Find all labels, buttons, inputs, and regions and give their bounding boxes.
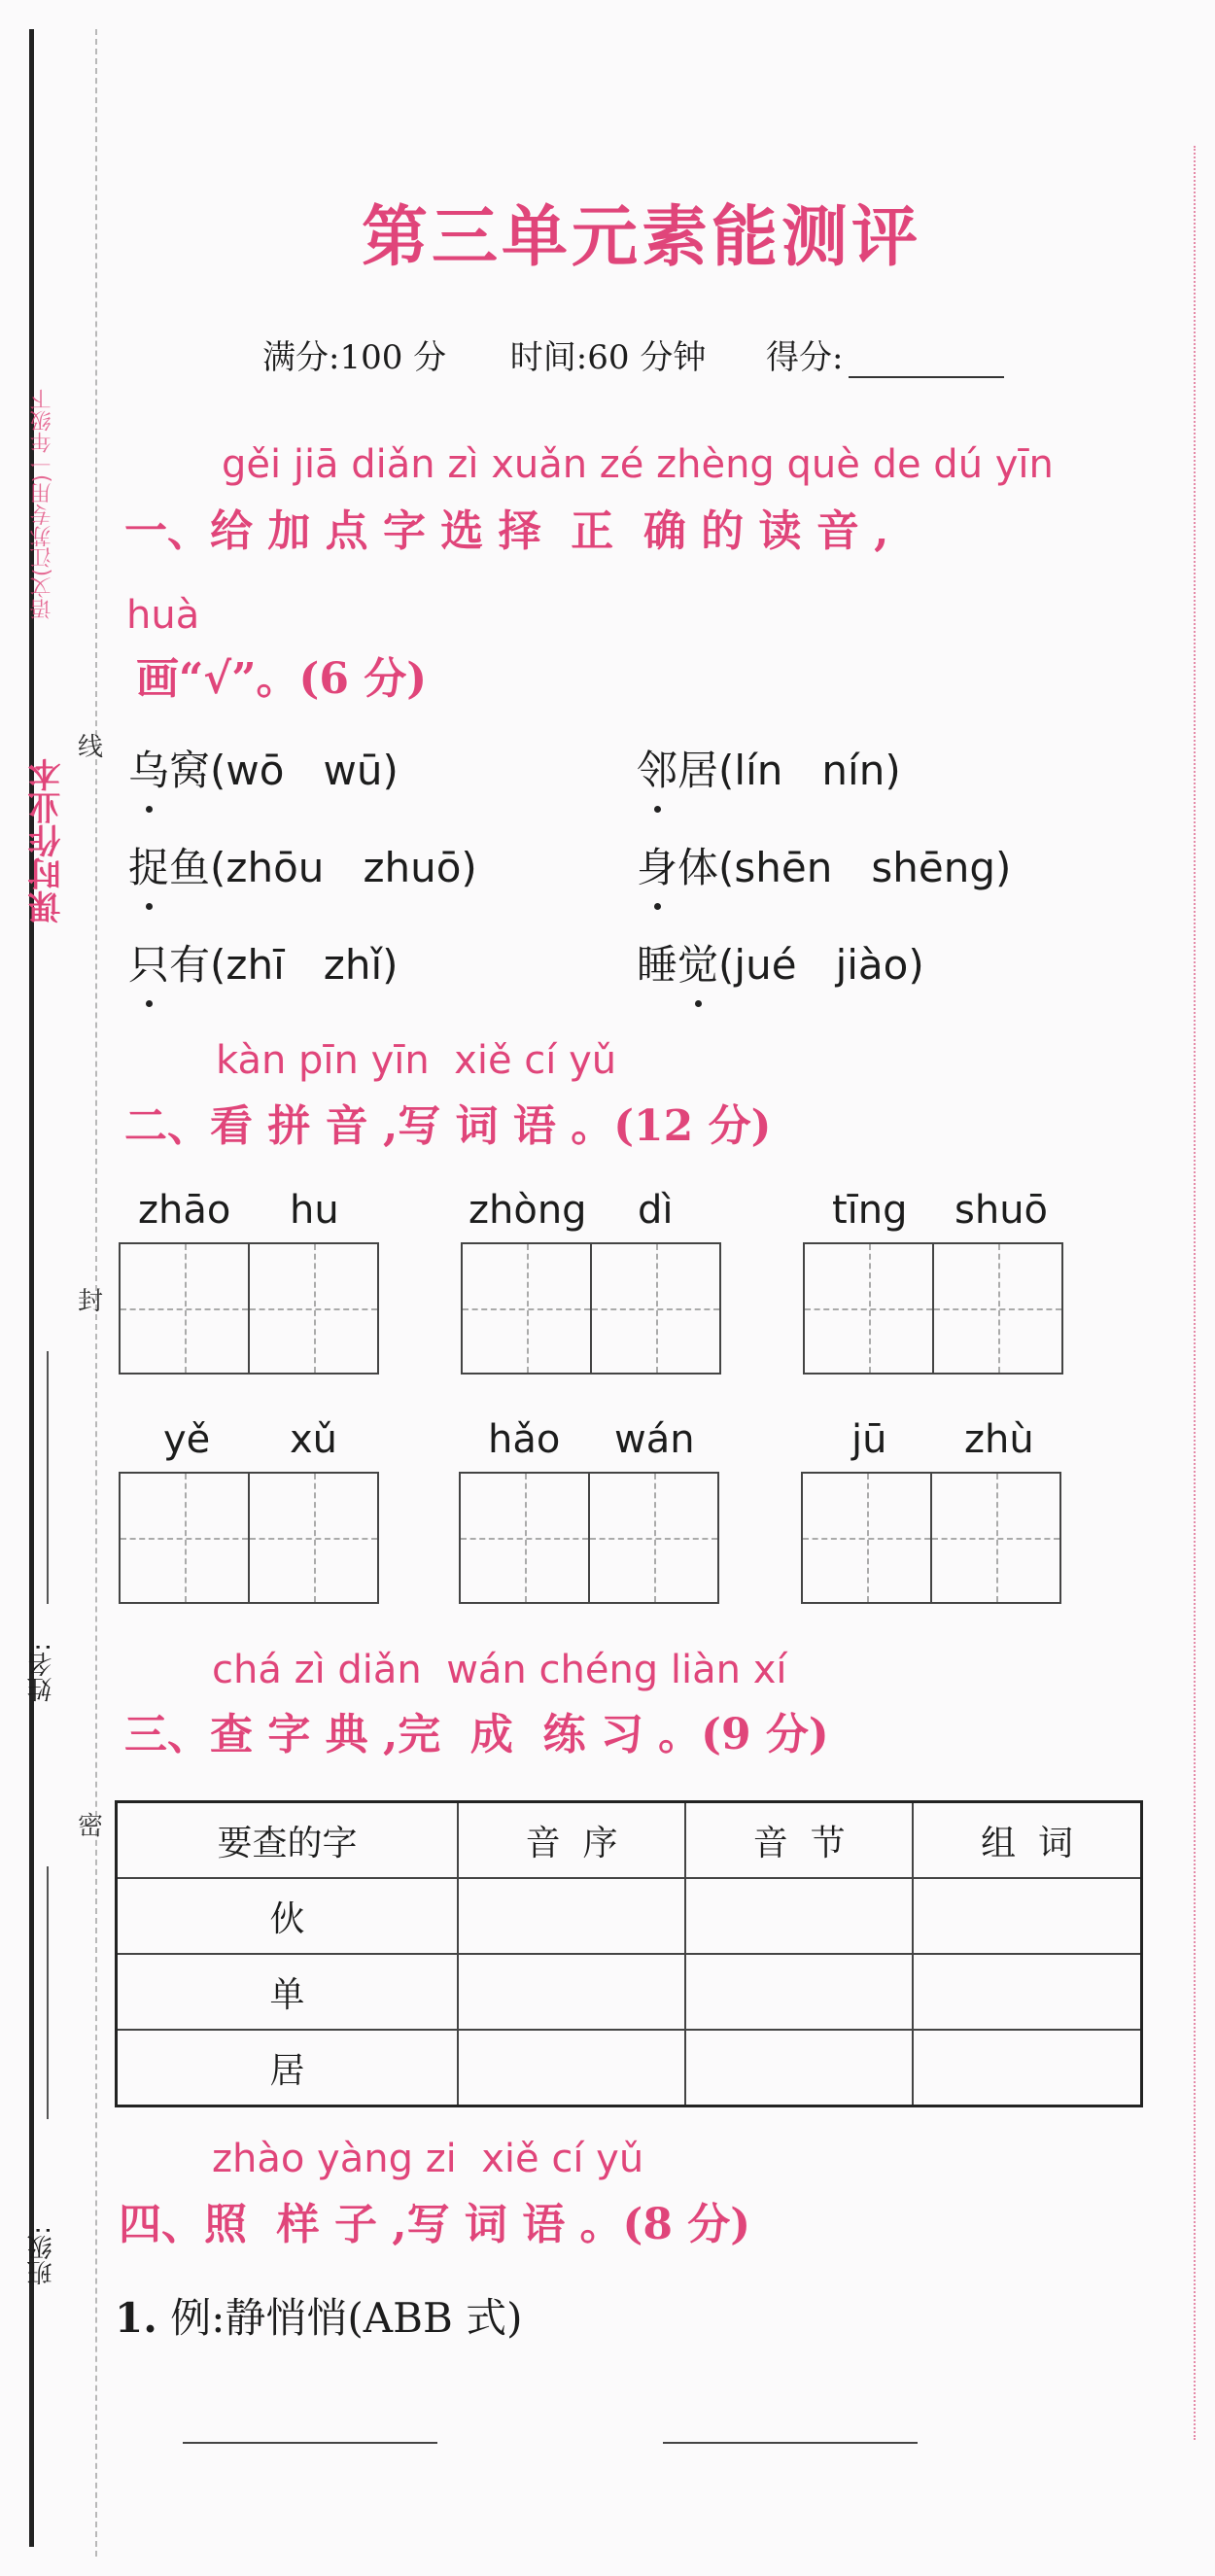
option-item: 乌窝(wō wū) xyxy=(128,739,399,797)
option-item: 睡觉(jué jiào) xyxy=(637,933,924,992)
query-char: 居 xyxy=(117,2030,459,2106)
class-field-label: 班级: xyxy=(27,2226,56,2285)
query-char: 伙 xyxy=(117,1878,459,1954)
question-1 xyxy=(115,2286,523,2345)
seal-label-secret: 密 xyxy=(78,1812,104,1841)
word-pinyin: xǔ xyxy=(290,1417,338,1462)
word-pinyin: tīng xyxy=(832,1188,908,1233)
word-pinyin: zhāo xyxy=(138,1188,231,1233)
table-header: 音 序 xyxy=(458,1802,685,1879)
word-pinyin: yě xyxy=(163,1417,211,1462)
answer-blank[interactable] xyxy=(663,2442,918,2444)
question-example: 例:静悄悄(ABB 式) xyxy=(170,2294,523,2342)
pinyin-choices[interactable]: (zhōu zhuō) xyxy=(210,844,477,891)
pinyin-choices[interactable]: (shēn shēng) xyxy=(718,844,1012,891)
word-pinyin: zhòng xyxy=(469,1188,587,1233)
time-limit: 时间:60 分钟 xyxy=(509,338,707,377)
pinyin-choices[interactable]: (wō wū) xyxy=(210,747,399,794)
table-header: 要查的字 xyxy=(117,1802,459,1879)
series-subtitle: 语文(江苏专用)一年级下 xyxy=(30,389,54,620)
answer-cell[interactable] xyxy=(458,1878,685,1954)
word-pinyin: zhù xyxy=(964,1417,1034,1462)
dotted-char: 身 xyxy=(637,836,677,894)
section2-heading: 二、看 拼 音 ,写 词 语 。(12 分) xyxy=(124,1101,772,1151)
option-item: 捉鱼(zhōu zhuō) xyxy=(128,836,477,894)
full-score: 满分:100 分 xyxy=(262,338,447,377)
dotted-char: 捉 xyxy=(128,836,169,894)
section4-heading: 四、照 样 子 ,写 词 语 。(8 分) xyxy=(119,2200,751,2249)
name-field-label: 姓名: xyxy=(27,1643,56,1702)
table-header: 音 节 xyxy=(685,1802,913,1879)
answer-cell[interactable] xyxy=(685,1878,913,1954)
exam-meta xyxy=(262,331,1004,378)
option-item: 邻居(lín nín) xyxy=(637,739,901,797)
name-field-blank[interactable] xyxy=(47,1351,49,1604)
question-number: 1. xyxy=(115,2294,157,2342)
table-header: 组 词 xyxy=(913,1802,1141,1879)
word-pinyin: wán xyxy=(614,1417,695,1462)
table-row xyxy=(117,2030,1142,2106)
score-blank[interactable] xyxy=(849,347,1004,378)
section4-pinyin: zhào yàng zi xiě cí yǔ xyxy=(212,2137,644,2181)
section3-pinyin: chá zì diǎn wán chéng liàn xí xyxy=(212,1648,787,1692)
score-label: 得分: xyxy=(765,338,844,377)
writing-grid[interactable] xyxy=(461,1242,721,1375)
answer-cell[interactable] xyxy=(913,1878,1141,1954)
word-pinyin: hǎo xyxy=(488,1417,561,1462)
table-row xyxy=(117,1878,1142,1954)
dotted-char: 邻 xyxy=(637,739,677,797)
answer-cell[interactable] xyxy=(913,2030,1141,2106)
word-pinyin: jū xyxy=(851,1417,887,1462)
writing-grid[interactable] xyxy=(119,1242,379,1375)
writing-grid[interactable] xyxy=(803,1242,1063,1375)
pinyin-choices[interactable]: (jué jiào) xyxy=(718,941,924,989)
answer-cell[interactable] xyxy=(685,2030,913,2106)
answer-cell[interactable] xyxy=(458,2030,685,2106)
answer-blank[interactable] xyxy=(183,2442,437,2444)
answer-cell[interactable] xyxy=(458,1954,685,2030)
section1-pinyin2: huà xyxy=(126,593,200,638)
table-header-row xyxy=(117,1802,1142,1879)
pinyin-choices[interactable]: (lín nín) xyxy=(718,747,901,794)
seal-label-seal: 封 xyxy=(78,1287,104,1316)
writing-grid[interactable] xyxy=(801,1472,1061,1604)
section1-heading: 一、给 加 点 字 选 择 正 确 的 读 音 , xyxy=(124,506,889,556)
word-pinyin: dì xyxy=(638,1188,674,1233)
dictionary-table xyxy=(115,1800,1143,2107)
option-item: 只有(zhī zhǐ) xyxy=(128,933,399,992)
series-logo: 课时作业本 xyxy=(28,758,67,923)
pinyin-choices[interactable]: (zhī zhǐ) xyxy=(210,941,399,989)
seal-label-line: 线 xyxy=(78,733,104,762)
section1-pinyin: gěi jiā diǎn zì xuǎn zé zhèng què de dú yīn xyxy=(222,442,1054,487)
word-pinyin: hu xyxy=(290,1188,339,1233)
section3-heading: 三、查 字 典 ,完 成 练 习 。(9 分) xyxy=(124,1710,829,1759)
writing-grid[interactable] xyxy=(459,1472,719,1604)
word-pinyin: shuō xyxy=(955,1188,1049,1233)
dotted-char: 觉 xyxy=(677,933,718,992)
table-row xyxy=(117,1954,1142,2030)
answer-cell[interactable] xyxy=(685,1954,913,2030)
dotted-char: 只 xyxy=(128,933,169,992)
class-field-blank[interactable] xyxy=(47,1866,49,2119)
dotted-char: 乌 xyxy=(128,739,169,797)
option-item: 身体(shēn shēng) xyxy=(637,836,1011,894)
query-char: 单 xyxy=(117,1954,459,2030)
answer-cell[interactable] xyxy=(913,1954,1141,2030)
section1-heading2: 画“√”。(6 分) xyxy=(136,654,428,704)
section2-pinyin: kàn pīn yīn xiě cí yǔ xyxy=(216,1038,617,1083)
page-title: 第三单元素能测评 xyxy=(361,198,921,276)
right-dotted-margin xyxy=(1194,146,1196,2440)
writing-grid[interactable] xyxy=(119,1472,379,1604)
